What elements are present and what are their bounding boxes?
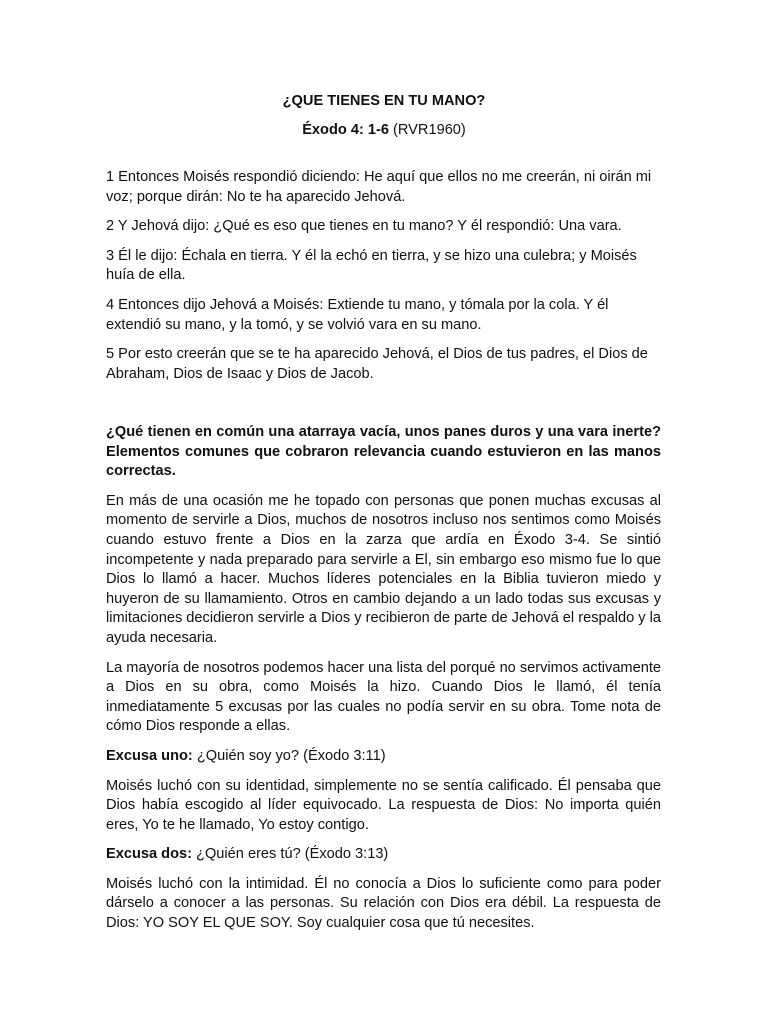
paragraph-intimacy: Moisés luchó con la intimidad. Él no conocía a Dios lo suficiente como para poder dárselo a conocer a las personas. Su relación con Dios era débil. La respuesta de Dios: YO SOY EL QUE SOY. Soy cualquier cosa que tú necesites. (106, 875, 661, 932)
verse-list (106, 168, 661, 394)
scripture-ref: Éxodo 4: 1-6 (302, 122, 389, 138)
bible-version: (RVR1960) (393, 122, 466, 138)
scripture-reference (0, 121, 768, 141)
paragraph-intro: En más de una ocasión me he topado con personas que ponen muchas excusas al momento de servirle a Dios, muchos de nosotros incluso nos sentimos como Moisés cuando estuvo frente a Dios en la zarza que ardía en Éxodo 3-4. Se sintió incompetente y nada preparado para servirle a El, sin embargo eso mismo fue lo que Dios lo llamó a hacer. Muchos líderes potenciales en la Biblia tuvieron miedo y huyeron de su llamamiento. Otros en cambio dejando a un lado todas sus excusas y limitaciones decidieron servirle a Dios y recibieron de parte de Jehová el respaldo y la ayuda necesaria. (106, 492, 661, 646)
verse-2: 2 Y Jehová dijo: ¿Qué es eso que tienes en tu mano? Y él respondió: Una vara. (106, 218, 622, 235)
verse-4: 4 Entonces dijo Jehová a Moisés: Extiende tu mano, y tómala por la cola. Y él extendió su mano, y la tomó, y se volvió vara en su mano. (106, 296, 609, 333)
excuse-one-heading (106, 747, 661, 767)
excuse-two-heading (106, 845, 661, 865)
excuse-one-label: Excusa uno: (106, 747, 193, 764)
verse-1: 1 Entonces Moisés respondió diciendo: He aquí que ellos no me creerán, ni oirán mi voz; porque dirán: No te ha aparecido Jehová. (106, 169, 652, 205)
paragraph-excuses: La mayoría de nosotros podemos hacer una lista del porqué no servimos activamente a Dios en su obra, como Moisés la hizo. Cuando Dios le llamó, él tenía inmediatamente 5 excusas por las cuales no podía servir en su obra. Tome nota de cómo Dios responde a ellas. (106, 659, 661, 735)
document-body (106, 423, 661, 944)
verse-3: 3 Él le dijo: Échala en tierra. Y él la echó en tierra, y se hizo una culebra; y Moisés huía de ella. (106, 247, 637, 284)
page-title: ¿QUE TIENES EN TU MANO? (282, 93, 486, 109)
excuse-two-text: ¿Quién eres tú? (Éxodo 3:13) (191, 846, 389, 863)
excuse-one-text: ¿Quién soy yo? (Éxodo 3:11) (192, 747, 386, 764)
paragraph-identity: Moisés luchó con su identidad, simplemente no se sentía calificado. Él pensaba que Dios había escogido al líder equivocado. La respuesta de Dios: No importa quién eres, Yo te he llamado, Yo estoy contigo. (106, 777, 661, 833)
verse-5: 5 Por esto creerán que se te ha aparecido Jehová, el Dios de tus padres, el Dios de Abraham, Dios de Isaac y Dios de Jacob. (106, 346, 648, 382)
excuse-two-label: Excusa dos: (106, 846, 192, 863)
lead-question: ¿Qué tienen en común una atarraya vacía, unos panes duros y una vara inerte? Elementos comunes que cobraron relevancia cuando estuvieron en las manos correctas. (106, 424, 661, 480)
